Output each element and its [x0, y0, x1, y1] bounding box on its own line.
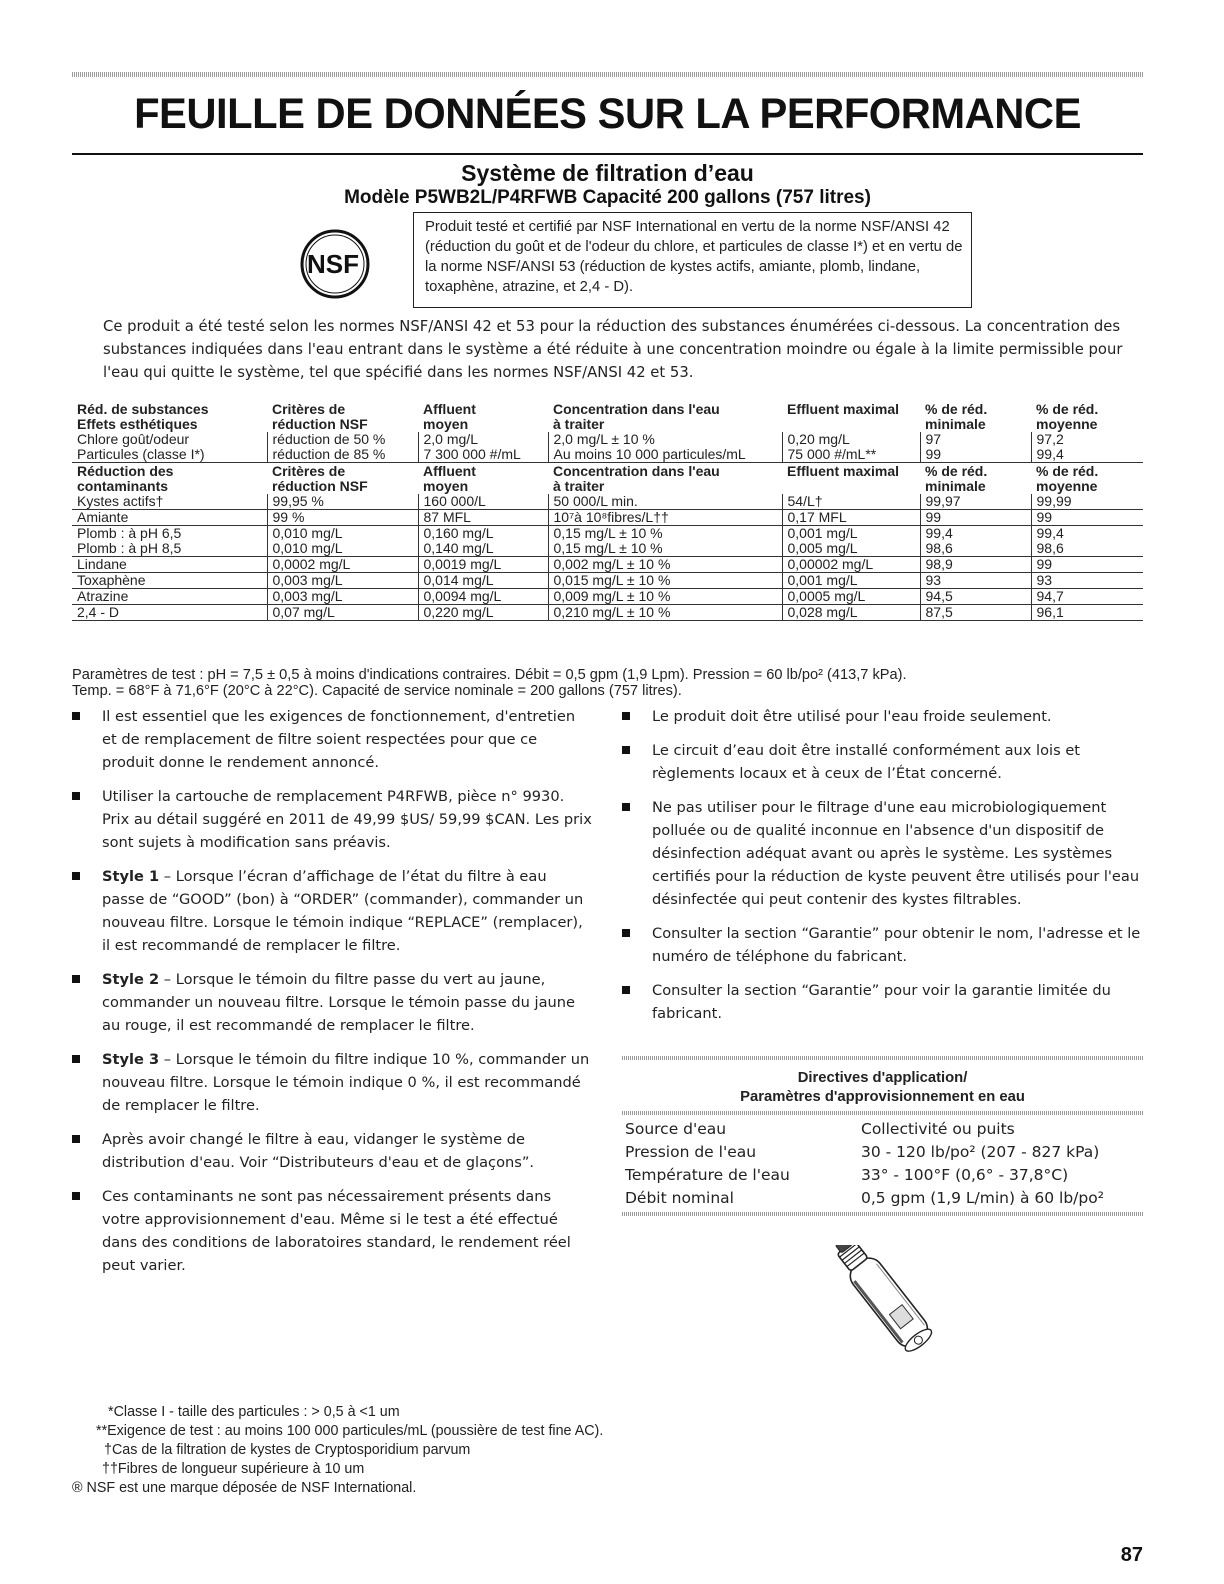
table-row-cell: Lindane	[72, 557, 267, 573]
bullet-square-icon	[72, 872, 80, 880]
app-mid-hatch	[622, 1111, 1143, 1115]
bullet-square-icon	[622, 803, 630, 811]
footnote-line: †Cas de la filtration de kystes de Cryptosporidium parvum	[104, 1442, 471, 1458]
table-row-cell: 99	[1031, 510, 1143, 526]
table-row-cell: 2,0 mg/L ± 10 % Au moins 10 000 particules/mL	[548, 432, 782, 463]
app-bottom-hatch	[622, 1212, 1143, 1216]
table-header-cell: % de réd. moyenne	[1036, 401, 1099, 432]
bullet-item	[72, 1048, 592, 1117]
table-row	[72, 510, 1143, 526]
page-title: FEUILLE DE DONNÉES SUR LA PERFORMANCE	[134, 90, 1081, 138]
table-header-cell: Réduction des contaminants	[72, 463, 267, 495]
test-params-line-1: Paramètres de test : pH = 7,5 ± 0,5 à moins d'indications contraires. Débit = 0,5 gpm (1,9 Lpm). Pression = 60 lb/po² (413,7 kPa).	[72, 667, 907, 683]
bullet-text: Le circuit d’eau doit être installé conformément aux lois et règlements locaux et à ceux de l’État concerné.	[652, 742, 1081, 782]
app-params-table	[622, 1118, 1143, 1210]
test-params-line-2: Temp. = 68°F à 71,6°F (20°C à 22°C). Capacité de service nominale = 200 gallons (757 litres).	[72, 683, 682, 699]
table-row	[72, 494, 1143, 510]
bullet-square-icon	[72, 1055, 80, 1063]
bullet-text: Consulter la section “Garantie” pour obtenir le nom, l'adresse et le numéro de téléphone du fabricant.	[652, 925, 1141, 965]
footnotes	[72, 1403, 604, 1498]
bullet-text: Ne pas utiliser pour le filtrage d'une eau microbiologiquement polluée ou de qualité inconnue en l'absence d'un dispositif de désinfection adéquat avant ou après le système. Les systèmes certifiés pour la réduction de kyste peuvent être utilisés pour l'eau désinfectée qui peut contenir des kystes filtrables.	[652, 799, 1140, 908]
table-row-cell: 0,0019 mg/L	[418, 557, 548, 573]
bullet-item	[72, 865, 592, 957]
table-header-cell: % de réd. moyenne	[1031, 463, 1143, 495]
table-row-cell: 99,95 %	[267, 494, 418, 510]
table-row	[72, 605, 1143, 621]
nsf-logo-text: NSF	[307, 249, 359, 279]
table-header-cell: Affluent moyen	[423, 401, 476, 432]
app-param-key: Température de l'eau	[625, 1166, 790, 1184]
table-header-cell: Critères de réduction NSF	[267, 463, 418, 495]
bullet-text: Ces contaminants ne sont pas nécessairement présents dans votre approvisionnement d'eau. Même si le test a été effectué dans des conditions de laboratoires standard, le rendement réel peut varier.	[102, 1188, 571, 1274]
app-params-title	[622, 1069, 1143, 1107]
table-row-cell: 0,014 mg/L	[418, 573, 548, 589]
bullet-text: – Lorsque l’écran d’affichage de l’état du filtre à eau passe de “GOOD” (bon) à “ORDER” (commander), commander un nouveau filtre. Lorsque le témoin indique “REPLACE” (remplacer), il est recommandé de remplacer le filtre.	[102, 868, 584, 954]
left-bullet-list	[72, 705, 592, 1288]
bullet-item	[72, 1185, 592, 1277]
bullet-square-icon	[72, 792, 80, 800]
test-parameters	[72, 667, 1143, 699]
footnote-line: ††Fibres de longueur supérieure à 10 um	[102, 1461, 365, 1477]
app-param-value: 30 - 120 lb/po² (207 - 827 kPa)	[861, 1143, 1100, 1161]
table-row-cell: 99	[1031, 557, 1143, 573]
certification-box: Produit testé et certifié par NSF International en vertu de la norme NSF/ANSI 42 (réduction du goût et de l'odeur du chlore, et particules de classe I*) et en vertu de la norme NSF/ANSI 53 (réduction de kystes actifs, amiante, plomb, lindane, toxaphène, atrazine, et 2,4 - D).	[413, 212, 972, 308]
app-param-key: Source d'eau	[625, 1120, 727, 1138]
bullet-square-icon	[622, 746, 630, 754]
table-row-cell: 0,001 mg/L	[782, 573, 920, 589]
section-subtitle: Système de filtration d’eau	[461, 160, 754, 186]
bullet-text: – Lorsque le témoin du filtre indique 10 %, commander un nouveau filtre. Lorsque le témoin indique 0 %, il est recommandé de remplacer le filtre.	[102, 1051, 590, 1114]
app-title-line-1: Directives d'application/	[797, 1070, 968, 1086]
page-number: 87	[1120, 1544, 1143, 1566]
bullet-text: – Lorsque le témoin du filtre passe du vert au jaune, commander un nouveau filtre. Lorsque le témoin passe du jaune au rouge, il est recommandé de remplacer le filtre.	[102, 971, 576, 1034]
table-row-cell: 99	[920, 510, 1031, 526]
table-row-cell: 99,4 98,6	[920, 526, 1031, 557]
app-top-hatch	[622, 1056, 1143, 1060]
footnote-line: ® NSF est une marque déposée de NSF International.	[72, 1480, 417, 1496]
table-header-cell: Critères de réduction NSF	[272, 401, 368, 432]
bullet-item	[622, 705, 1143, 728]
intro-paragraph: Ce produit a été testé selon les normes NSF/ANSI 42 et 53 pour la réduction des substances énumérées ci-dessous. La concentration des substances indiquées dans l'eau entrant dans le système a été réduite à une concentration moindre ou égale à la limite permissible pour l'eau qui quitte le système, tel que spécifié dans les normes NSF/ANSI 42 et 53.	[103, 318, 1123, 381]
table-row-cell: 0,002 mg/L ± 10 %	[548, 557, 782, 573]
bullet-item	[622, 739, 1143, 785]
app-param-row	[622, 1118, 1143, 1141]
table-header-cell: % de réd. minimale	[920, 463, 1031, 495]
bullet-item	[72, 785, 592, 854]
table-row	[72, 432, 1143, 463]
table-row-cell: Amiante	[72, 510, 267, 526]
bullet-text: Le produit doit être utilisé pour l'eau froide seulement.	[652, 708, 1052, 725]
app-param-row	[622, 1164, 1143, 1187]
table-header-cell: Réd. de substances Effets esthétiques	[77, 401, 209, 432]
app-param-key: Pression de l'eau	[625, 1143, 757, 1161]
table-row-cell: 87,5	[920, 605, 1031, 621]
table-header-cell: Affluent moyen	[418, 463, 548, 495]
app-param-row	[622, 1187, 1143, 1210]
table-row-cell: 0,015 mg/L ± 10 %	[548, 573, 782, 589]
table-row-cell: 0,009 mg/L ± 10 %	[548, 589, 782, 605]
footnote-line: **Exigence de test : au moins 100 000 particules/mL (poussière de test fine AC).	[96, 1423, 604, 1439]
table-row	[72, 557, 1143, 573]
table-row-cell: 0,210 mg/L ± 10 %	[548, 605, 782, 621]
table-row-cell: 0,20 mg/L 75 000 #/mL**	[782, 432, 920, 463]
table-row-cell: 99,99	[1031, 494, 1143, 510]
bullet-square-icon	[72, 712, 80, 720]
bullet-label: Style 3	[102, 1051, 160, 1068]
water-filter-illustration-icon	[812, 1245, 962, 1355]
app-param-value: 33° - 100°F (0,6° - 37,8°C)	[861, 1166, 1069, 1184]
bullet-label: Style 2	[102, 971, 160, 988]
app-param-value: 0,5 gpm (1,9 L/min) à 60 lb/po²	[861, 1189, 1104, 1207]
right-bullet-list	[622, 705, 1143, 1036]
table-row-cell: 97,2 99,4	[1031, 432, 1143, 463]
app-param-row	[622, 1141, 1143, 1164]
table-row-cell: 94,7	[1031, 589, 1143, 605]
table-header-cell: % de réd. minimale	[925, 401, 988, 432]
bullet-item	[72, 1128, 592, 1174]
bullet-text: Consulter la section “Garantie” pour voir la garantie limitée du fabricant.	[652, 982, 1111, 1022]
table-row-cell: 98,9	[920, 557, 1031, 573]
table-row-cell: 0,220 mg/L	[418, 605, 548, 621]
bullet-item	[622, 796, 1143, 911]
table-row-cell: Atrazine	[72, 589, 267, 605]
table-row	[72, 573, 1143, 589]
table-row-cell: 0,0005 mg/L	[782, 589, 920, 605]
bullet-text: Utiliser la cartouche de remplacement P4RFWB, pièce n° 9930. Prix au détail suggéré en 2011 de 49,99 $US/ 59,99 $CAN. Les prix sont sujets à modification sans préavis.	[102, 788, 592, 851]
footnote-line: *Classe I - taille des particules : > 0,5 à <1 um	[108, 1404, 400, 1420]
table-row-cell: 0,003 mg/L	[267, 573, 418, 589]
table-row-cell: 160 000/L	[418, 494, 548, 510]
table-row	[72, 589, 1143, 605]
bullet-square-icon	[622, 929, 630, 937]
table-row-cell: 50 000/L min.	[548, 494, 782, 510]
bullet-label: Style 1	[102, 868, 160, 885]
table-row-cell: 0,160 mg/L 0,140 mg/L	[418, 526, 548, 557]
app-param-key: Débit nominal	[625, 1189, 734, 1207]
table-row	[72, 526, 1143, 557]
table-row-cell: 0,001 mg/L 0,005 mg/L	[782, 526, 920, 557]
table-row-cell: 87 MFL	[418, 510, 548, 526]
table-row-cell: 0,0002 mg/L	[267, 557, 418, 573]
table-header-cell: Effluent maximal	[787, 401, 900, 417]
table-header	[72, 401, 1143, 432]
bullet-square-icon	[622, 986, 630, 994]
bullet-text: Après avoir changé le filtre à eau, vidanger le système de distribution d'eau. Voir “Distributeurs d'eau et de glaçons”.	[102, 1131, 535, 1171]
bullet-square-icon	[72, 975, 80, 983]
table-row-cell: 0,0094 mg/L	[418, 589, 548, 605]
bullet-item	[622, 922, 1143, 968]
table-row-cell: 0,010 mg/L 0,010 mg/L	[267, 526, 418, 557]
table-row-cell: 99,4 98,6	[1031, 526, 1143, 557]
table-row-cell: Toxaphène	[72, 573, 267, 589]
table-row-cell: réduction de 50 % réduction de 85 %	[267, 432, 418, 463]
table-header	[72, 463, 1143, 495]
table-row-cell: Kystes actifs†	[72, 494, 267, 510]
table-row-cell: 2,0 mg/L 7 300 000 #/mL	[418, 432, 548, 463]
bullet-square-icon	[72, 1192, 80, 1200]
bullet-item	[72, 705, 592, 774]
table-row-cell: 0,00002 mg/L	[782, 557, 920, 573]
table-row-cell: 54/L†	[782, 494, 920, 510]
app-param-value: Collectivité ou puits	[861, 1120, 1015, 1138]
table-row-cell: 0,003 mg/L	[267, 589, 418, 605]
table-row-cell: 93	[1031, 573, 1143, 589]
table-row-cell: 0,17 MFL	[782, 510, 920, 526]
table-row-cell: 97 99	[920, 432, 1031, 463]
performance-table	[72, 401, 1143, 621]
table-header-cell: Effluent maximal	[782, 463, 920, 495]
table-row-cell: Chlore goût/odeur Particules (classe I*)	[72, 432, 267, 463]
table-row-cell: 96,1	[1031, 605, 1143, 621]
table-row-cell: 0,15 mg/L ± 10 % 0,15 mg/L ± 10 %	[548, 526, 782, 557]
bullet-square-icon	[72, 1135, 80, 1143]
table-header-cell: Concentration dans l'eau à traiter	[548, 463, 782, 495]
table-row-cell: Plomb : à pH 6,5 Plomb : à pH 8,5	[72, 526, 267, 557]
table-row-cell: 0,07 mg/L	[267, 605, 418, 621]
table-row-cell: 99,97	[920, 494, 1031, 510]
model-line: Modèle P5WB2L/P4RFWB Capacité 200 gallons (757 litres)	[344, 187, 871, 208]
table-row-cell: 94,5	[920, 589, 1031, 605]
table-row-cell: 10⁷à 10⁸fibres/L††	[548, 510, 782, 526]
title-rule	[72, 153, 1143, 155]
bullet-text: Il est essentiel que les exigences de fonctionnement, d'entretien et de remplacement de filtre soient respectées pour que ce produit donne le rendement annoncé.	[102, 708, 576, 771]
bullet-square-icon	[622, 712, 630, 720]
table-row-cell: 99 %	[267, 510, 418, 526]
table-header-cell: Concentration dans l'eau à traiter	[553, 401, 720, 432]
bullet-item	[622, 979, 1143, 1025]
app-title-line-2: Paramètres d'approvisionnement en eau	[740, 1089, 1025, 1105]
table-row-cell: 93	[920, 573, 1031, 589]
table-row-cell: 2,4 - D	[72, 605, 267, 621]
top-hatch-bar	[72, 72, 1143, 77]
table-row-cell: 0,028 mg/L	[782, 605, 920, 621]
nsf-logo-icon	[300, 229, 370, 299]
bullet-item	[72, 968, 592, 1037]
